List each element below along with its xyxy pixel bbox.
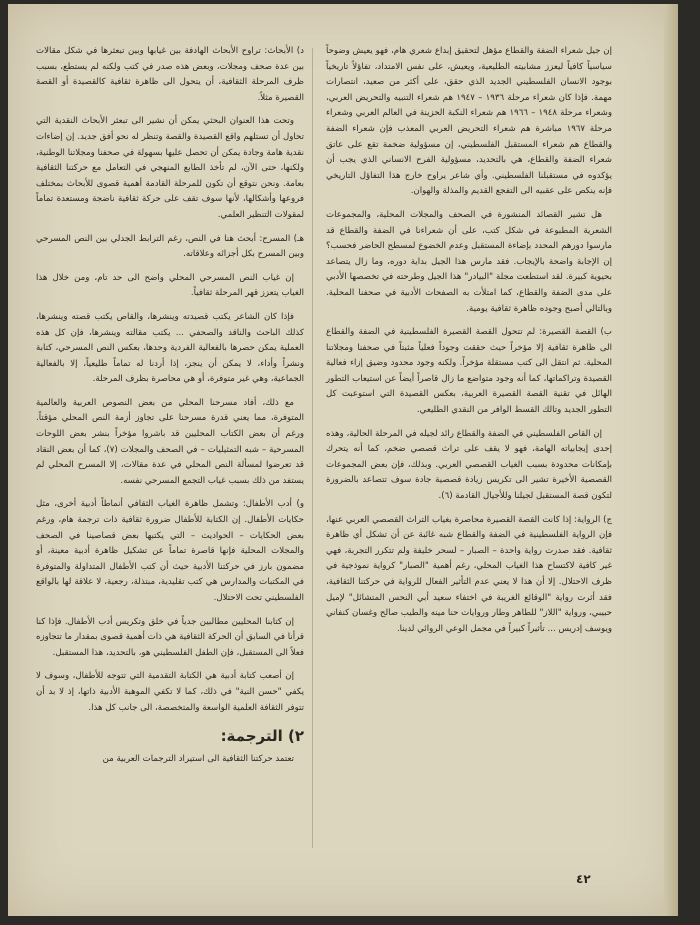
paragraph: ج) الرواية: إذا كانت القصة القصيرة محاصرة بغياب التراث القصصي العربي عنها، فإن الرواية الفلسطينية في الضفة والقطاع شبه غائبة عن أن تشكل أي ظاهرة ثقافية. فقد صدرت رواية واحدة – الصبار – لسحر خليفة ولم تتكرر التجربة، فهي غير كافية لاكتساح هذا الغياب المحلي، رغم أهمية "الصبار" كرواية نموذجية في ظرف الاحتلال. إلا أن هذا لا يعني عدم التأثير الفعال للرواية في حركتنا الثقافية، فقد أثرت رواية "الوقائع الغريبة في اختفاء سعيد أبي النحس المتشائل" لإميل حبيبي، ورواية "اللاز" للطاهر وطار وروايات حنا مينه والطيب صالح وغسان كنفاني ويوسف إدريس ... تأثيراً كبيراً في مجمل الوعي الروائي لدينا.: [326, 514, 612, 634]
paragraph: وتحت هذا العنوان البحثي يمكن أن نشير الى تبعثر الأبحاث النقدية التي تحاول أن تستلهم واقع القصيدة والقصة وتنظر له نحو أفق جديد. إن إضاءات نقدية هامة وجادة يمكن أن تحصل عليها بسهولة في صحفنا ومجلاتنا الوطنية، ولكنها، حتى الآن، لم تأخذ الطابع المنهجي في التعامل مع حركتنا الثقافية بعامة. ونحن نتوقع أن تكون للمرحلة القادمة أهمية قصوى للأبحاث بمختلف فروعها وأشكالها، لأنها سوف تقف على حركة ثقافية ناضجة ومستعدة تماماً لمقولات التنظير العلمي.: [36, 116, 304, 220]
paragraph: ب) القصة القصيرة: لم تتحول القصة القصيرة الفلسطينية في الضفة والقطاع الى ظاهرة ثقافية إلا مؤخراً حيث حققت وجوداً فعلياً مثبتاً في صحفنا ومجلاتنا المحلية. ثم انتقل الى كتب مستقلة مؤخراً. ولكنه وجود محدود وضيق إزاء فعالية القصيدة وتراكماتها، كما أنه وجود متواضع ما زال قاصراً أيضاً عن استيعاب التطور الهائل في تقنية القصة القصيرة العربية، بعكس القصيدة التي استوعبت كل التطور الجديد وتالك القسط الوافر من النقدي الطليعي.: [326, 327, 612, 416]
paragraph: إن القاص الفلسطيني في الضفة والقطاع رائد لجيله في المرحلة الحالية، وهذه إحدى إيجابياته الهامة، فهو لا يقف على تراث قصصي ضخم، كما أنه يتحرك بإمكانات محدودة بسبب الغياب القصصي العربي. وبذلك، فإن بعض المجموعات القصصية الأخيرة تشير الى تكريس زيادة قصصية جادة سوف تتصاعد بالضرورة لتكون قصة المستقبل لجيلنا وللأجيال القادمة (٦).: [326, 428, 612, 502]
page-edge: [664, 4, 678, 916]
paragraph: هـ) المسرح: أبحث هنا في النص، رغم الترابط الجدلي بين النص المسرحي وبين المسرح بكل أجزائه وعلاقاته.: [36, 233, 304, 260]
paragraph: مع ذلك، أفاد مسرحنا المحلي من بعض النصوص العربية والعالمية المتوفرة، مما يعني قدرة مسرحنا على تجاوز أزمة النص المحلي مؤقتاً. ورغم أن بعض الكتاب المحليين قد باشروا مؤخراً بنشر بعض اللوحات المسرحية – شبه التمثيليات – في الصحف والمجلات (٧)، كما أن بعض النقاد قد تعرضوا لمسألة النص المحلي في عدة مقالات، إلا المسرح المحلي لم يستفد من ذلك بسبب غياب التجمع المسرحي نفسه.: [36, 397, 305, 486]
left-column: [36, 44, 304, 776]
right-column: [326, 44, 612, 645]
section-heading: ٢) الترجمة:: [220, 727, 304, 746]
paragraph: و) أدب الأطفال: وتشمل ظاهرة الغياب الثقافي أنماطاً أدبية أخرى، مثل حكايات الأطفال. إن الكتابة للأطفال ضرورة ثقافية ذات ترجمة هام، ورغم بعض الحكايات – الحواديت – التي يكتبها بعض قصاصينا في الصحف والمجلات المحلية فإنها قاصرة تماماً عن تشكيل ظاهرة أدبية معينة، أو مضمون بارز في حركتنا الأدبية حيث أن كتب الأطفال المتداولة والمتوفرة في المكتبات والمدارس هي كتب تقليدية، مبتذلة، رجعية، لا علاقة لها بالواقع الفلسطيني تحت الاحتلال.: [36, 499, 304, 603]
paragraph: إن كتابنا المحليين مطالبين جدياً في خلق وتكريس أدب الأطفال. فإذا كنا قرأنا في السابق أن الحركة الثقافية هي ذات أهمية قصوى بمقدار ما تتجاوزه فعلاً الى المستقبل، فإن الطفل الفلسطيني هو، بالتحديد، هذا المستقبل.: [36, 616, 304, 658]
paragraph: إن أصعب كتابة أدبية هي الكتابة التقدمية التي تتوجه للأطفال، وسوف لا يكفي "حسن النية" في ذلك، كما لا تكفي الموهبة الأدبية ذاتها، إذ لا بد أن تتوفر الثقافة العلمية الواسعة والمتخصصة، الى جانب كل هذا.: [36, 671, 304, 713]
paragraph: د) الأبحاث: تراوح الأبحاث الهادفة بين غيابها وبين تبعثرها في شكل مقالات بين عدة صحف ومجلات، وبعض هذه صدر في كتب ولكنه لم يستطع، بسبب ظرف المرحلة الثقافية، أن يتحول الى ظاهرة ثقافية كالقصيدة أو القصة القصيرة مثلاً.: [36, 46, 304, 103]
paragraph: فإذا كان الشاعر يكتب قصيدته وينشرها، والقاص يكتب قصته وينشرها، كذلك الباحث والناقد والصحفي ... يكتب مقالته وينشرها، فإن كل هذه العملية يمكن حصرها بالفعالية الفردية وحدها، بعكس النص المسرحي، كتابة ونشراً وأداء، لا يمكن أن ينجز، إذا أردنا له تماماً طليعياً، إلا بالفعالية الجماعية، وهي غير متوفرة، أو هي محاصرة بظرف المرحلة.: [36, 311, 304, 385]
paragraph: هل تشير القصائد المنشورة في الصحف والمجلات المحلية، والمجموعات الشعرية المطبوعة في شكل كتب، على أن شعراءنا في الضفة والقطاع قد مارسوا دورهم المحدد بإضاءة المستقبل وعدم الخضوع لمسطح الحاضر فحسب؟ إن الإجابة واضحة بالإيجاب. فقد مارس هذا الجيل بداية دوره، وما زال يتصاعد بحيوية كبيرة. لقد استطعت مجلة "البيادر" هذا الجيل وطرحته في تخصصها الأدبي على مدى الضفة والقطاع، كما امتلأت به الصفحات الأدبية في صحفنا المحلية. وبالتالي أصبح وجوده ظاهرة ثقافية يومية.: [326, 209, 612, 314]
paragraph: إن غياب النص المسرحي المحلي واضح الى حد تام، ومن خلال هذا الغياب يتعزز قهر المرحلة ثقافياً.: [36, 272, 304, 299]
page-number: ٤٢: [576, 872, 591, 886]
magazine-page: [8, 4, 678, 916]
paragraph: تعتمد حركتنا الثقافية الى استيراد الترجمات العربية من: [102, 754, 294, 765]
paragraph: إن جيل شعراء الضفة والقطاع مؤهل لتحقيق إبداع شعري هام، فهو يعيش وضوحاً سياسياً كافياً ليعزز مشابيته الطليعية، ويعيش، على نفس الامتداد، تفاؤلاً تاريخياً بوجود الانسان الفلسطيني الجديد الذي حقق، على أكثر من صعيد، انتصارات مهمة. فإذا كان شعراء مرحلة ١٩٣٦ – ١٩٤٧ هم شعراء التنبيه والتحريض العربي، وشعراء مرحلة ١٩٤٨ – ١٩٦٦ هم شعراء النكبة الحزينة في العالم العربي وشعراء مرحلة ١٩٦٧ مباشرة هم شعراء التحريض العربي المعذب فإن شعراء الضفة والقطاع هم شعراء المستقبل الفلسطيني، إن مسؤولية ضخمة تقع على عاتق شعراء الضفة والقطاع، هي بالتحديد، مسؤولية الفرح الانساني الذي يجب أن يؤكدوه في مستقبلنا الفلسطيني. وأي شاعر يراوح خارج هذا التفاؤل التاريخي فإنه ينكص على عقبيه الى التفجع القديم والمذلة والهوان.: [326, 46, 613, 197]
column-divider: [312, 48, 313, 848]
